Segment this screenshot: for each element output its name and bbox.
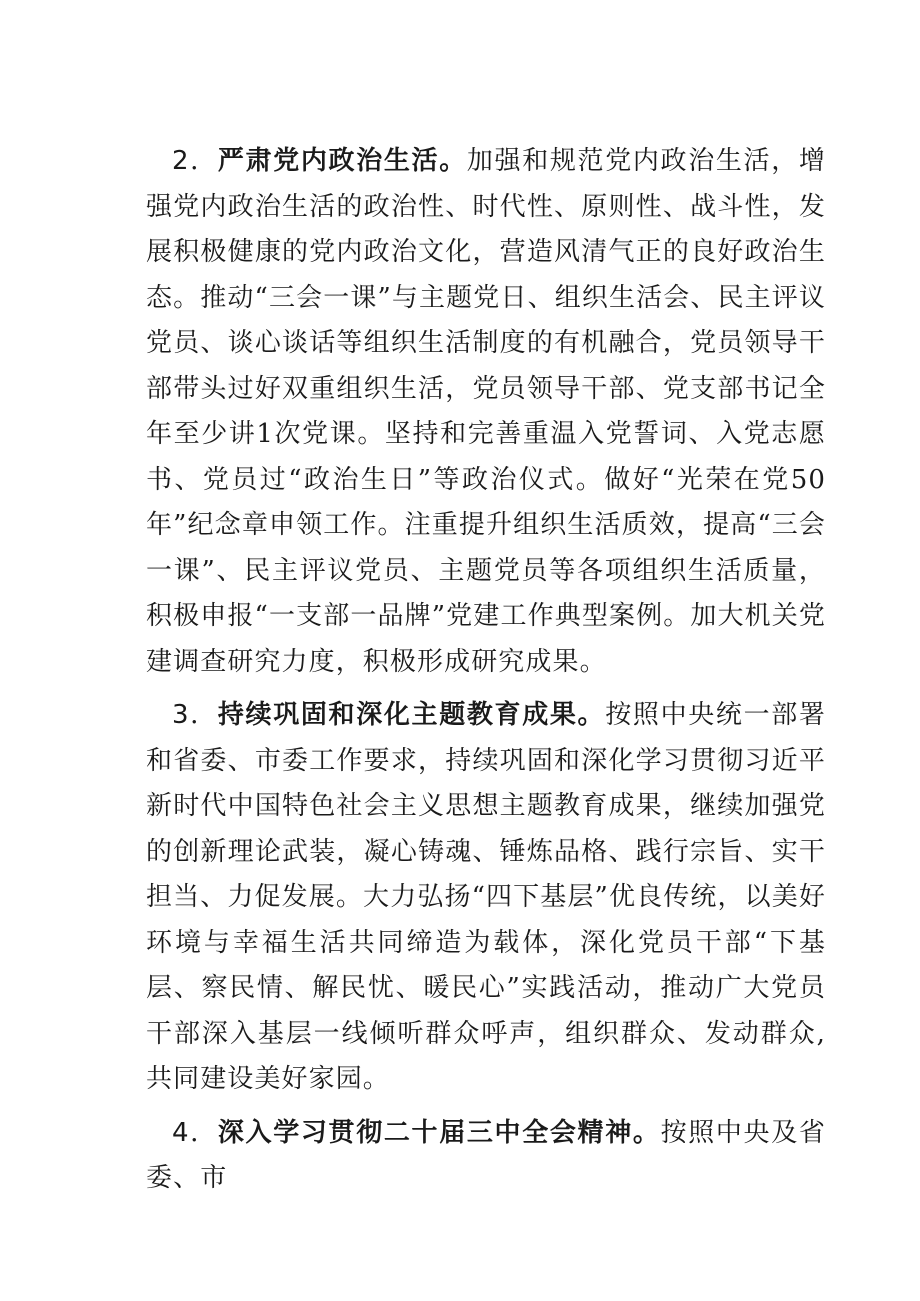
paragraph-heading: 严肃党内政治生活。 [217, 146, 467, 176]
paragraph-text: 按照中央统一部署和省委、市委工作要求，持续巩固和深化学习贯彻习近平新时代中国特色社会主义思想主题教育成果，继续加强党的创新理论武装，凝心铸魂、锤炼品格、践行宗旨、实干担当、力促发展。大力弘扬“四下基层”优良传统，以美好环境与幸福生活共同缔造为载体，深化党员干部“下基层、察民情、解民忧、暖民心”实践活动，推动广大党员干部深入基层一线倾听群众呼声，组织群众、发动群众,共同建设美好家园。 [146, 700, 827, 1094]
paragraph-heading: 持续巩固和深化主题教育成果。 [217, 700, 606, 730]
paragraph-text: 加强和规范党内政治生活，增强党内政治生活的政治性、时代性、原则性、战斗性，发展积极健康的党内政治文化，营造风清气正的良好政治生态。推动“三会一课”与主题党日、组织生活会、民主评议党员、谈心谈话等组织生活制度的有机融合，党员领导干部带头过好双重组织生活，党员领导干部、党支部书记全年至少讲1次党课。坚持和完善重温入党誓词、入党志愿书、党员过“政治生日”等政治仪式。做好“光荣在党50年”纪念章申领工作。注重提升组织生活质效，提高“三会一课”、民主评议党员、主题党员等各项组织生活质量，积极申报“一支部一品牌”党建工作典型案例。加大机关党建调查研究力度，积极形成研究成果。 [146, 146, 826, 677]
paragraph-heading: 深入学习贯彻二十届三中全会精神。 [217, 1117, 661, 1148]
paragraph-number: 3． [172, 700, 218, 730]
paragraph-text: 按照中央及省委、市 [146, 1117, 826, 1193]
paragraph-4 [146, 1111, 826, 1202]
paragraph-number: 2． [172, 146, 218, 176]
paragraph-3 [146, 693, 826, 1103]
paragraph-number: 4． [172, 1117, 218, 1148]
document-body [146, 139, 826, 1202]
paragraph-2 [146, 139, 826, 685]
